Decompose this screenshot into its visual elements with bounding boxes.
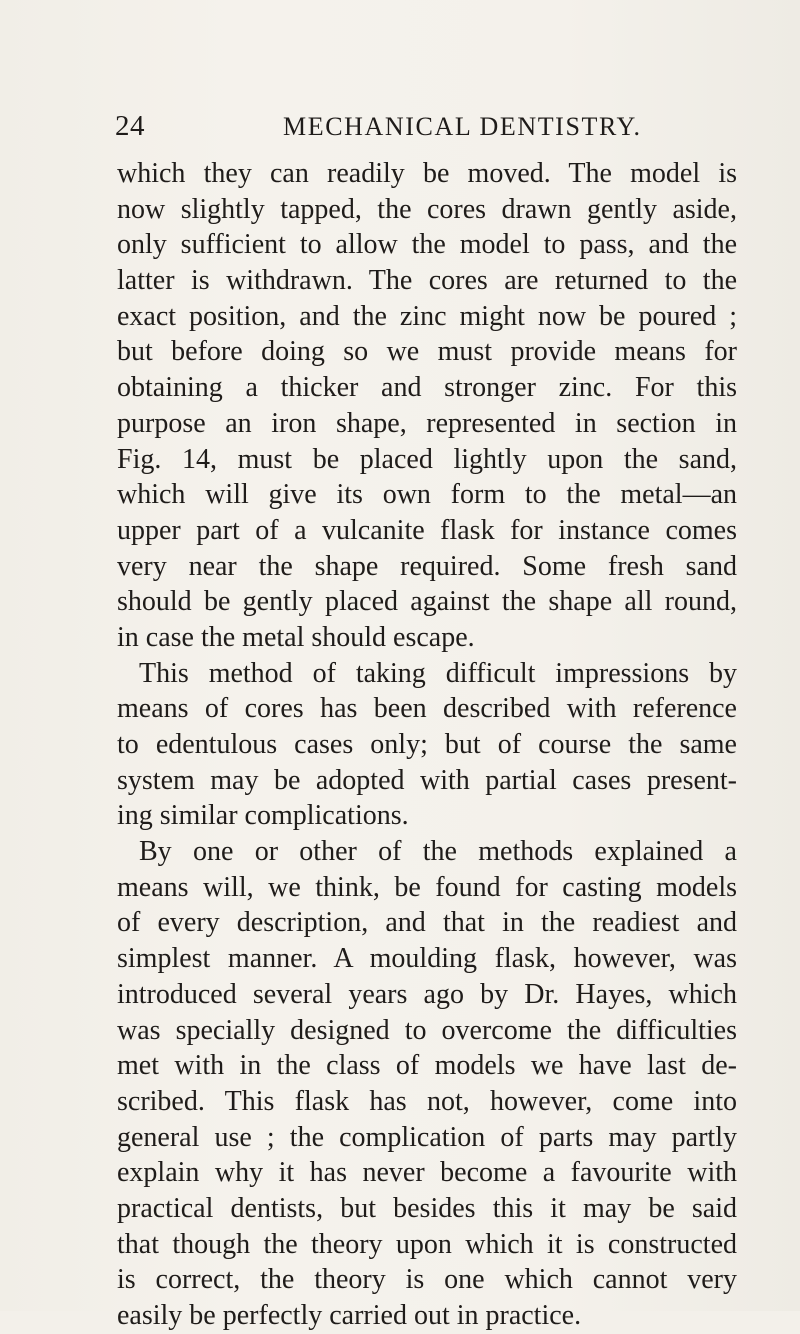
- running-head-title: MECHANICAL DENTISTRY.: [283, 112, 642, 141]
- text-line: introduced several years ago by Dr. Hayes, which: [117, 978, 737, 1010]
- page-number: 24: [115, 110, 145, 142]
- text-line: met with in the class of models we have last de-: [117, 1050, 737, 1082]
- text-line: which they can readily be moved. The model is: [117, 158, 737, 189]
- text-line: was specially designed to overcome the difficulties: [117, 1014, 737, 1046]
- text-line: explain why it has never become a favourite with: [117, 1157, 737, 1189]
- text-line: system may be adopted with partial cases present-: [117, 764, 737, 796]
- text-line: is correct, the theory is one which cannot very: [117, 1264, 737, 1296]
- text-line: Fig. 14, must be placed lightly upon the sand,: [117, 443, 737, 475]
- text-line: obtaining a thicker and stronger zinc. For this: [117, 372, 737, 404]
- text-line: should be gently placed against the shape all round,: [117, 586, 737, 618]
- text-line: scribed. This flask has not, however, come into: [117, 1085, 737, 1117]
- text-line: exact position, and the zinc might now be poured ;: [117, 300, 737, 332]
- text-line: means of cores has been described with reference: [117, 693, 737, 725]
- text-line: means will, we think, be found for casting models: [117, 871, 737, 903]
- text-line: very near the shape required. Some fresh sand: [117, 550, 737, 582]
- text-line: of every description, and that in the readiest and: [117, 907, 737, 939]
- text-line: in case the metal should escape.: [117, 621, 475, 653]
- text-line: that though the theory upon which it is constructed: [117, 1228, 737, 1260]
- text-line: latter is withdrawn. The cores are returned to the: [117, 265, 737, 297]
- text-line: upper part of a vulcanite flask for instance comes: [117, 514, 737, 546]
- running-head: [0, 106, 800, 146]
- text-line: practical dentists, but besides this it may be said: [117, 1192, 737, 1224]
- text-line: but before doing so we must provide means for: [117, 336, 737, 368]
- text-line: ing similar complications.: [117, 800, 409, 832]
- text-line: easily be perfectly carried out in practice.: [117, 1300, 582, 1331]
- text-line: By one or other of the methods explained a: [139, 836, 737, 868]
- text-line: simplest manner. A moulding flask, however, was: [117, 943, 737, 975]
- text-line: This method of taking difficult impressions by: [139, 657, 737, 689]
- text-line: only sufficient to allow the model to pass, and the: [117, 229, 737, 261]
- body-text: [117, 156, 737, 1334]
- text-line: general use ; the complication of parts may partly: [117, 1121, 737, 1153]
- text-line: now slightly tapped, the cores drawn gently aside,: [117, 193, 737, 225]
- text-line: which will give its own form to the metal—an: [117, 479, 737, 511]
- text-line: to edentulous cases only; but of course the same: [117, 729, 737, 760]
- text-line: purpose an iron shape, represented in section in: [117, 407, 737, 439]
